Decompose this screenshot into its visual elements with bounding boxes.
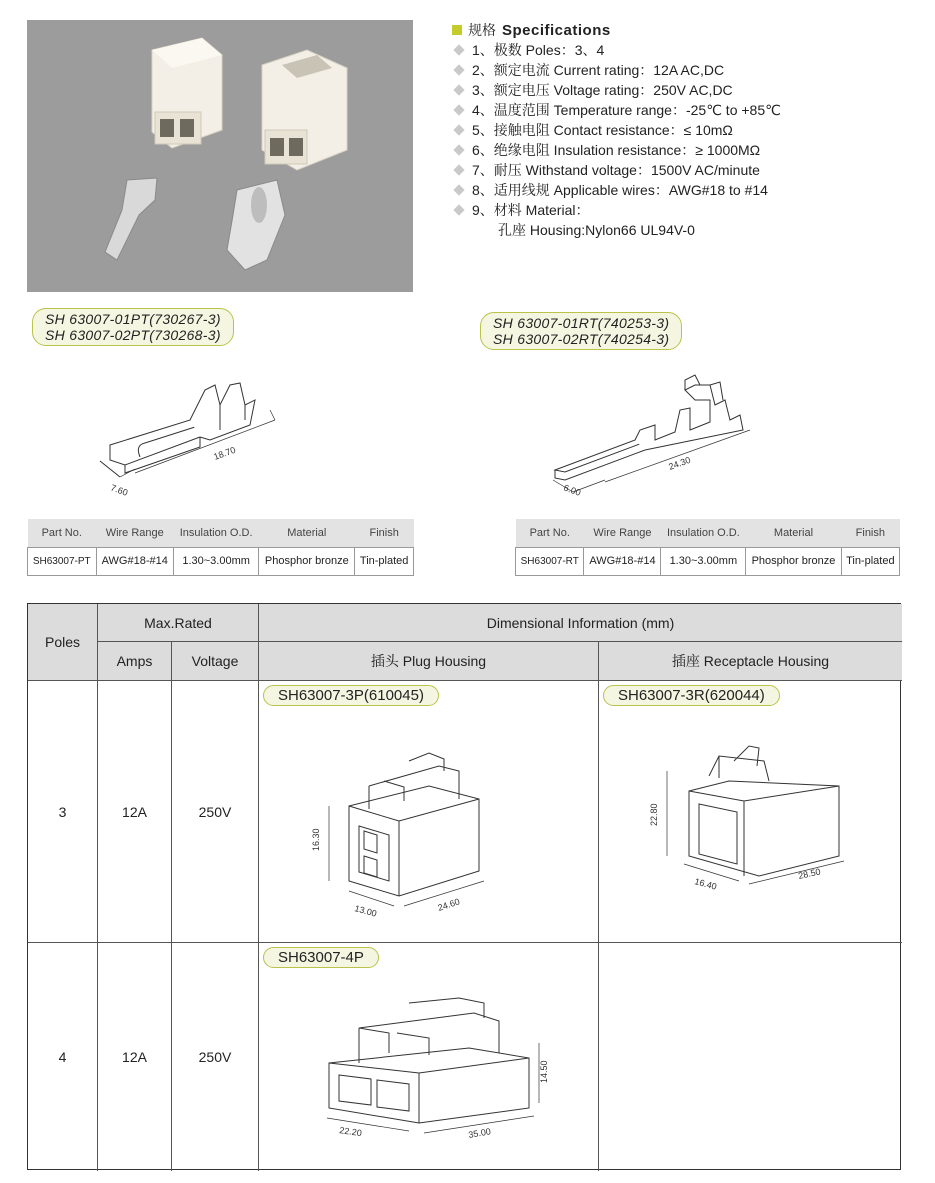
poles-header: Poles: [28, 604, 98, 681]
plug-3p-drawing: [309, 731, 519, 931]
product-photo-illustration: [27, 20, 413, 292]
spec-item: 5、接触电阻 Contact resistance：≤ 10mΩ: [452, 120, 922, 140]
plug-housing-3p-cell: [259, 681, 599, 943]
spec-item: 4、温度范围 Temperature range：-25℃ to +85℃: [452, 100, 922, 120]
spec-item: 8、适用线规 Applicable wires：AWG#18 to #14: [452, 180, 922, 200]
specifications-panel: [452, 20, 922, 240]
dim-label: 14.50: [539, 1060, 549, 1083]
plug-terminal-table: [27, 519, 414, 576]
dim-label: 28.50: [797, 866, 822, 881]
dim-label: 22.80: [649, 803, 659, 826]
part-number-line: SH 63007-02RT(740254-3): [493, 331, 670, 347]
dim-label: 16.40: [693, 876, 718, 892]
plug-terminal-drawing: [80, 365, 310, 505]
table-row: SH63007-RT AWG#18-#14 1.30~3.00mm Phosphor bronze Tin-plated: [516, 547, 900, 575]
spec-title-cn: 规格: [468, 22, 496, 38]
diamond-bullet-icon: [453, 84, 464, 95]
empty-cell: [599, 943, 902, 1171]
dim-label: 18.70: [212, 444, 237, 462]
diamond-bullet-icon: [453, 64, 464, 75]
product-photo: [27, 20, 413, 292]
dim-info-header: Dimensional Information (mm): [259, 604, 902, 642]
plug-terminal-part-numbers: [32, 308, 234, 346]
spec-item: 7、耐压 Withstand voltage：1500V AC/minute: [452, 160, 922, 180]
dim-label: 24.30: [667, 454, 692, 472]
plug-4p-drawing: [299, 983, 549, 1153]
part-number-line: SH 63007-01PT(730267-3): [45, 311, 221, 327]
square-bullet-icon: [452, 25, 462, 35]
receptacle-terminal-drawing: [545, 370, 775, 505]
diamond-bullet-icon: [453, 184, 464, 195]
max-rated-header: Max.Rated: [98, 604, 259, 642]
diamond-bullet-icon: [453, 44, 464, 55]
poles-value: 4: [28, 943, 98, 1171]
amps-header: Amps: [98, 642, 172, 681]
spec-item: 9、材料 Material：: [452, 200, 922, 220]
spec-material-detail: 孔座 Housing:Nylon66 UL94V-0: [498, 222, 695, 238]
dim-label: 6.00: [562, 482, 583, 498]
dim-label: 16.30: [311, 828, 321, 851]
spec-item: 3、额定电压 Voltage rating：250V AC,DC: [452, 80, 922, 100]
poles-value: 3: [28, 681, 98, 943]
receptacle-terminal-table: [515, 519, 900, 576]
voltage-value: 250V: [172, 943, 259, 1171]
model-label: SH63007-3P(610045): [263, 685, 439, 706]
spec-item: 6、绝缘电阻 Insulation resistance：≥ 1000MΩ: [452, 140, 922, 160]
spec-item: 2、额定电流 Current rating：12A AC,DC: [452, 60, 922, 80]
diamond-bullet-icon: [453, 144, 464, 155]
dim-label: 13.00: [353, 903, 378, 919]
amps-value: 12A: [98, 681, 172, 943]
table-header-row: Part No. Wire Range Insulation O.D. Material Finish: [28, 519, 414, 547]
plug-housing-header: 插头 Plug Housing: [259, 642, 599, 681]
receptacle-housing-3r-cell: [599, 681, 902, 943]
dim-label: 22.20: [338, 1125, 363, 1139]
spec-list: [452, 40, 922, 220]
diamond-bullet-icon: [453, 164, 464, 175]
voltage-value: 250V: [172, 681, 259, 943]
specifications-title: [452, 20, 922, 40]
table-header-row: Part No. Wire Range Insulation O.D. Material Finish: [516, 519, 900, 547]
amps-value: 12A: [98, 943, 172, 1171]
receptacle-housing-header: 插座 Receptacle Housing: [599, 642, 902, 681]
spec-title-en: Specifications: [502, 21, 611, 39]
receptacle-3r-drawing: [639, 736, 879, 896]
voltage-header: Voltage: [172, 642, 259, 681]
model-label: SH63007-3R(620044): [603, 685, 780, 706]
part-number-line: SH 63007-01RT(740253-3): [493, 315, 670, 331]
dim-label: 7.60: [109, 482, 130, 498]
diamond-bullet-icon: [453, 204, 464, 215]
diamond-bullet-icon: [453, 124, 464, 135]
model-label: SH63007-4P: [263, 947, 379, 968]
table-row: SH63007-PT AWG#18-#14 1.30~3.00mm Phosphor bronze Tin-plated: [28, 547, 414, 575]
receptacle-terminal-part-numbers: [480, 312, 682, 350]
housing-table: [27, 603, 901, 1170]
dim-label: 35.00: [467, 1126, 492, 1140]
plug-housing-4p-cell: [259, 943, 599, 1171]
spec-item: 1、极数 Poles：3、4: [452, 40, 922, 60]
diamond-bullet-icon: [453, 104, 464, 115]
part-number-line: SH 63007-02PT(730268-3): [45, 327, 221, 343]
dim-label: 24.60: [436, 896, 462, 913]
